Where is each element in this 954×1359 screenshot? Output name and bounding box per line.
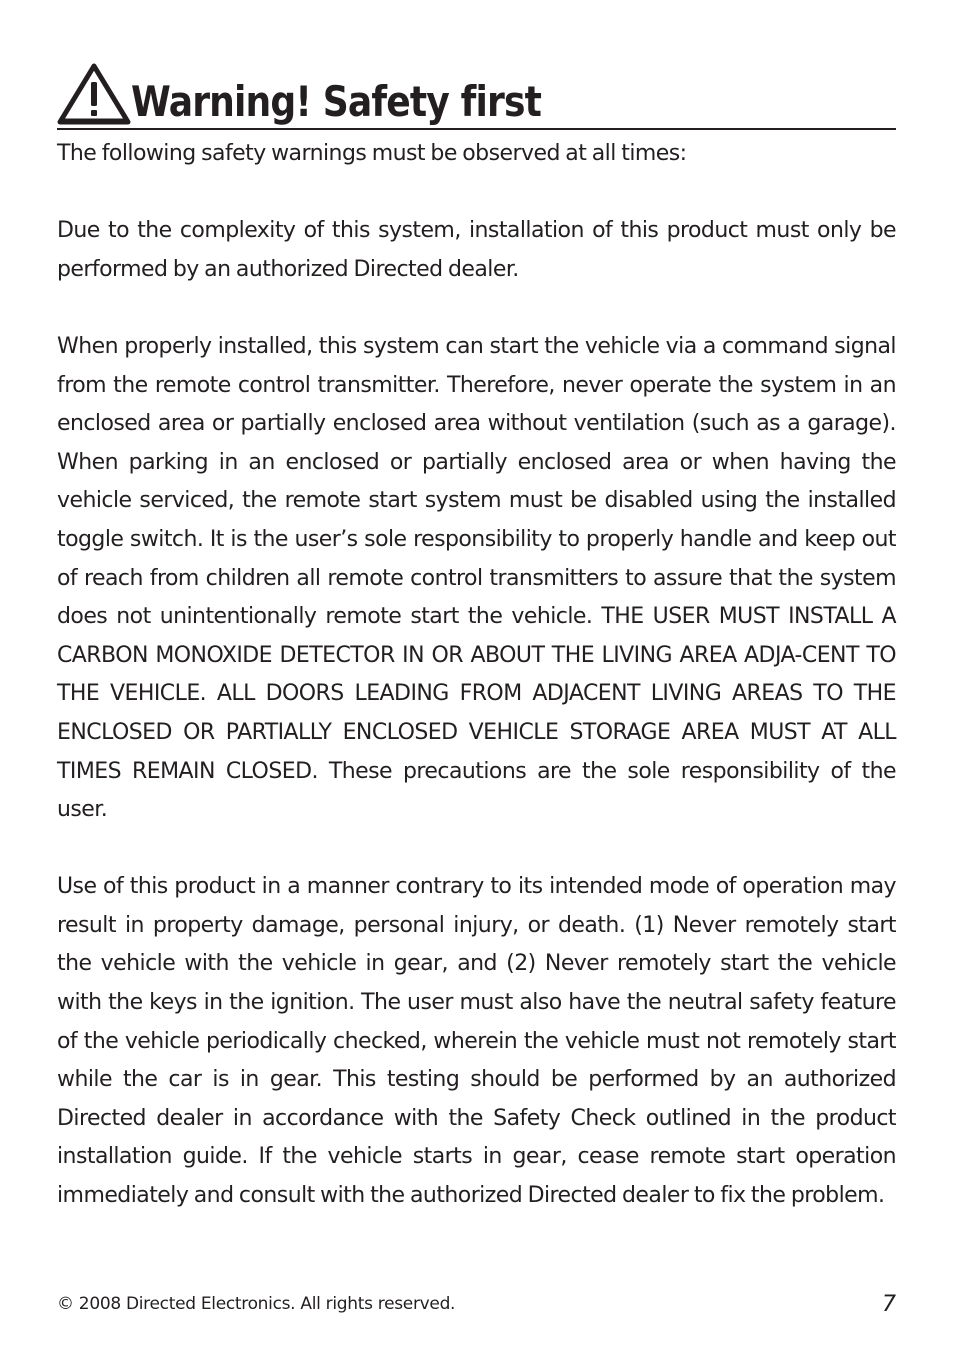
page-number: 7 bbox=[882, 1292, 896, 1317]
page-header bbox=[57, 58, 896, 130]
page-title: Warning! Safety first bbox=[131, 77, 542, 126]
installation-paragraph: Due to the complexity of this system, installation of this product must only be performed by an authorized Directed dealer. bbox=[57, 218, 896, 282]
enclosed-area-warning-paragraph: When properly installed, this system can start the vehicle via a command signal from the remote control transmitter. Therefore, never operate the system in an enclosed area or partially enclosed area without ventilation (such as a garage). When parking in an enclosed or partially enclosed area or when having the vehicle serviced, the remote start system must be disabled using the installed toggle switch. It is the user’s sole responsibility to properly handle and keep out of reach from children all remote control transmitters to assure that the system does not unintentionally remote start the vehicle. THE USER MUST INSTALL A CARBON MONOXIDE DETECTOR IN OR ABOUT THE LIVING AREA ADJA-CENT TO THE VEHICLE. ALL DOORS LEADING FROM ADJACENT LIVING AREAS TO THE ENCLOSED OR PARTIALLY ENCLOSED VEHICLE STORAGE AREA MUST AT ALL TIMES REMAIN CLOSED. These precautions are the sole responsibility of the user. bbox=[57, 333, 896, 823]
operation-warning-paragraph: Use of this product in a manner contrary to its intended mode of operation may result in property damage, personal injury, or death. (1) Never remotely start the vehicle with the vehicle in gear, and (2) Never remotely start the vehicle with the keys in the ignition. The user must also have the neutral safety feature of the vehicle periodically checked, wherein the vehicle must not remotely start while the car is in gear. This testing should be performed by an authorized Directed dealer in accordance with the Safety Check outlined in the product installation guide. If the vehicle starts in gear, cease remote start operation immediately and consult with the authorized Directed dealer to fix the problem. bbox=[57, 874, 896, 1209]
copyright-notice: © 2008 Directed Electronics. All rights reserved. bbox=[57, 1294, 456, 1314]
warning-triangle-icon bbox=[57, 62, 131, 126]
safety-warnings-body bbox=[57, 135, 896, 1216]
intro-paragraph: The following safety warnings must be observed at all times: bbox=[57, 141, 687, 166]
